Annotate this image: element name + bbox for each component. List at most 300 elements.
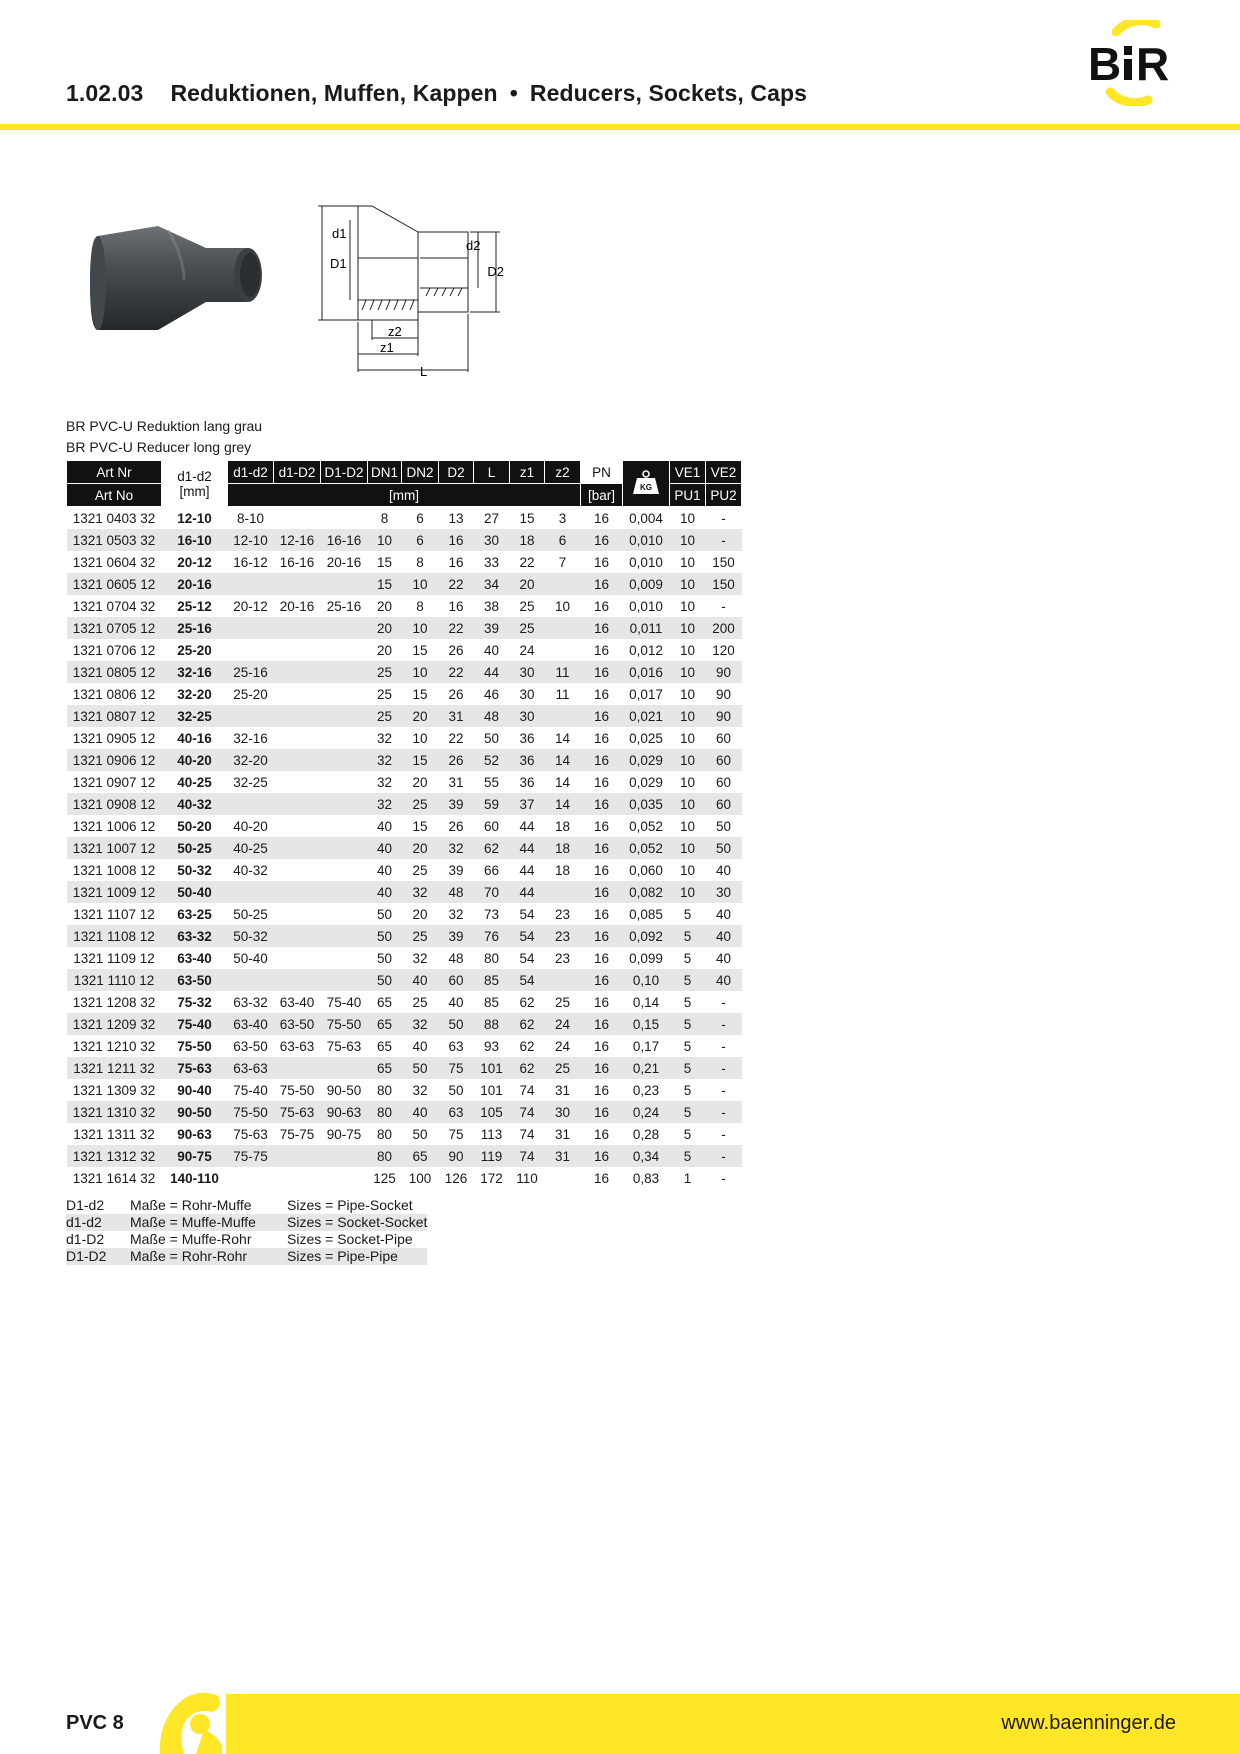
cell-dn2: 15 [412, 642, 428, 658]
cell-nominal-size: 75-40 [162, 1013, 228, 1035]
cell-dn2: 10 [402, 617, 439, 639]
cell-D1-D2 [321, 749, 368, 771]
cell-ve1: 10 [670, 881, 706, 903]
cell-z1: 25 [519, 598, 535, 614]
cell-D1-D2 [321, 507, 368, 530]
cell-pn: 16 [581, 1057, 623, 1079]
cell-d1-d2: 32-25 [233, 774, 268, 790]
cell-L: 172 [480, 1170, 503, 1186]
cell-ve1: 10 [670, 749, 706, 771]
cell-d1-D2 [274, 1057, 321, 1079]
cell-z2: 31 [554, 1126, 571, 1142]
cell-ve2: 90 [706, 661, 742, 683]
cell-dn2: 8 [416, 554, 424, 570]
svg-text:d2: d2 [466, 238, 481, 253]
cell-ve2: 60 [706, 793, 742, 815]
cell-L: 119 [474, 1145, 510, 1167]
cell-dn2: 50 [402, 1057, 439, 1079]
cell-pn: 16 [581, 1145, 623, 1167]
cell-art-nr: 1321 1210 32 [72, 1038, 156, 1054]
cell-L: 62 [474, 837, 510, 859]
cell-ve2: - [721, 510, 726, 526]
cell-d1-d2 [228, 969, 274, 991]
cell-d1-d2: 63-40 [228, 1013, 274, 1035]
header-ve2: VE2 [706, 461, 742, 484]
cell-art-nr: 1321 1107 12 [73, 906, 155, 922]
cell-z1: 54 [519, 906, 535, 922]
cell-pn: 16 [581, 749, 623, 771]
cell-art-nr: 1321 1309 32 [72, 1082, 156, 1098]
cell-d1-D2 [274, 573, 321, 595]
cell-dn2: 20 [402, 705, 439, 727]
cell-weight: 0,035 [623, 793, 670, 815]
cell-art-nr: 1321 0905 12 [72, 730, 156, 746]
cell-d1-d2: 50-40 [233, 950, 268, 966]
cell-pn: 16 [581, 705, 623, 727]
cell-d1-D2 [274, 947, 321, 969]
cell-L: 44 [474, 661, 510, 683]
cell-pn: 16 [593, 1038, 610, 1054]
cell-z2: 25 [545, 1057, 581, 1079]
cell-d1-D2 [274, 881, 321, 903]
cell-d1-D2: 75-75 [279, 1126, 315, 1142]
cell-z2 [545, 617, 581, 639]
cell-d1-D2 [274, 727, 321, 749]
cell-weight: 0,060 [629, 862, 663, 878]
cell-weight: 0,052 [623, 837, 670, 859]
cell-ve2: 200 [706, 617, 742, 639]
svg-text:B: B [1088, 38, 1122, 90]
cell-d1-D2 [274, 1145, 321, 1167]
cell-D1-D2: 25-16 [326, 598, 362, 614]
cell-ve1: 10 [679, 730, 696, 746]
cell-z2 [545, 969, 581, 991]
cell-weight: 0,016 [623, 661, 670, 683]
table-row [67, 771, 742, 793]
br-logo [1086, 20, 1178, 106]
svg-text:d1: d1 [332, 226, 347, 241]
cell-D1-D2 [321, 683, 368, 705]
svg-text:z1: z1 [380, 340, 394, 355]
cell-ve1: 10 [670, 617, 706, 639]
cell-art-nr: 1321 0705 12 [67, 617, 162, 639]
cell-dn2: 8 [416, 598, 424, 614]
table-row [67, 595, 742, 617]
cell-dn1: 80 [376, 1082, 393, 1098]
svg-text:D2: D2 [487, 264, 504, 279]
cell-z1: 74 [510, 1101, 545, 1123]
cell-D2: 32 [448, 906, 464, 922]
cell-d1-D2 [274, 639, 321, 661]
cell-nominal-size: 63-25 [177, 906, 212, 922]
cell-weight: 0,025 [629, 730, 663, 746]
legend-code: D1-d2 [66, 1197, 105, 1213]
cell-ve1: 10 [670, 529, 706, 551]
cell-z2: 10 [554, 598, 571, 614]
cell-z1: 25 [510, 617, 545, 639]
cell-z1: 44 [510, 837, 545, 859]
cell-z1: 36 [519, 730, 535, 746]
cell-L: 70 [474, 881, 510, 903]
product-name-english: BR PVC-U Reducer long grey [66, 439, 252, 455]
cell-D1-D2: 90-75 [326, 1126, 362, 1142]
cell-z2: 14 [545, 749, 581, 771]
header-mm-bold: [mm] [179, 483, 210, 499]
cell-pn: 16 [593, 730, 610, 746]
cell-D2: 26 [448, 818, 464, 834]
cell-D2: 39 [439, 793, 474, 815]
cell-d1-d2: 63-50 [233, 1038, 268, 1054]
cell-L: 85 [483, 994, 500, 1010]
cell-ve2: 150 [706, 573, 742, 595]
cell-nominal-size: 32-20 [177, 686, 212, 702]
cell-dn2: 25 [402, 793, 439, 815]
cell-pn: 16 [593, 598, 610, 614]
legend-item [66, 1214, 427, 1231]
cell-ve1: 10 [679, 818, 696, 834]
cell-z2: 6 [545, 529, 581, 551]
table-row [67, 617, 742, 639]
header-art-no: Art No [67, 484, 162, 507]
cell-d1-D2 [274, 683, 321, 705]
cell-art-nr: 1321 0706 12 [72, 642, 156, 658]
legend-en: Sizes = Pipe-Pipe [287, 1248, 427, 1265]
cell-art-nr: 1321 0503 32 [67, 529, 162, 551]
cell-art-nr: 1321 1110 12 [67, 969, 162, 991]
cell-d1-D2: 12-16 [274, 529, 321, 551]
cell-art-nr: 1321 1310 32 [67, 1101, 162, 1123]
header-mm: [mm] [228, 484, 581, 507]
table-row [67, 859, 742, 881]
cell-dn2: 25 [412, 994, 428, 1010]
cell-z1: 30 [510, 661, 545, 683]
cell-d1-D2 [274, 617, 321, 639]
cell-L: 39 [474, 617, 510, 639]
cell-D1-D2 [321, 947, 368, 969]
cell-D2: 75 [448, 1126, 464, 1142]
cell-dn1: 40 [376, 818, 393, 834]
cell-d1-d2 [228, 1167, 274, 1189]
table-row [67, 551, 742, 573]
cell-weight: 0,052 [629, 818, 663, 834]
cell-D1-D2: 20-16 [326, 554, 362, 570]
table-row [67, 573, 742, 595]
cell-art-nr: 1321 1311 32 [73, 1126, 155, 1142]
header-col-z1: z1 [510, 461, 545, 484]
page-title [66, 80, 807, 107]
cell-nominal-size: 40-25 [177, 774, 212, 790]
cell-nominal-size: 90-75 [162, 1145, 228, 1167]
cell-z1: 37 [510, 793, 545, 815]
cell-ve2: 40 [706, 969, 742, 991]
cell-L: 93 [483, 1038, 500, 1054]
legend-en: Sizes = Socket-Pipe [287, 1231, 413, 1247]
cell-ve2: 90 [715, 686, 732, 702]
cell-dn2: 20 [402, 837, 439, 859]
cell-nominal-size: 20-16 [162, 573, 228, 595]
cell-nominal-size: 50-40 [162, 881, 228, 903]
header-weight [623, 461, 670, 507]
cell-nominal-size: 32-16 [162, 661, 228, 683]
cell-weight: 0,082 [623, 881, 670, 903]
cell-nominal-size: 32-25 [162, 705, 228, 727]
cell-L: 40 [483, 642, 500, 658]
cell-z1: 44 [519, 862, 535, 878]
product-table [66, 460, 742, 1189]
cell-ve2: - [706, 1057, 742, 1079]
cell-d1-d2: 8-10 [236, 510, 265, 526]
cell-dn1: 40 [368, 881, 402, 903]
cell-nominal-size: 90-63 [177, 1126, 212, 1142]
cell-d1-d2: 25-16 [228, 661, 274, 683]
cell-ve2: - [721, 1126, 726, 1142]
cell-weight: 0,17 [632, 1038, 660, 1054]
cell-D2: 50 [448, 1082, 464, 1098]
cell-ve1: 1 [683, 1170, 692, 1186]
cell-d1-d2: 40-25 [228, 837, 274, 859]
cell-nominal-size: 140-110 [170, 1170, 219, 1186]
cell-D1-D2 [321, 969, 368, 991]
table-row [67, 1013, 742, 1035]
cell-art-nr: 1321 1209 32 [67, 1013, 162, 1035]
cell-z2: 31 [554, 1082, 571, 1098]
cell-z1: 74 [510, 1145, 545, 1167]
cell-D1-D2: 16-16 [321, 529, 368, 551]
cell-weight: 0,085 [629, 906, 663, 922]
cell-pn: 16 [593, 950, 610, 966]
cell-weight: 0,017 [629, 686, 663, 702]
table-row [67, 925, 742, 947]
table-row [67, 727, 742, 749]
legend [66, 1197, 427, 1265]
cell-ve1: 5 [683, 906, 692, 922]
cell-dn1: 65 [376, 994, 393, 1010]
cell-ve2: 150 [712, 554, 735, 570]
cell-dn1: 50 [376, 950, 393, 966]
legend-code: D1-D2 [66, 1248, 130, 1265]
cell-D2: 48 [448, 950, 464, 966]
cell-ve1: 10 [670, 705, 706, 727]
cell-D2: 50 [439, 1013, 474, 1035]
cell-z2: 24 [545, 1013, 581, 1035]
svg-text:L: L [420, 364, 428, 379]
cell-pn: 16 [581, 969, 623, 991]
cell-z2: 14 [554, 774, 571, 790]
cell-pn: 16 [593, 510, 610, 526]
table-row [67, 1167, 742, 1189]
cell-d1-d2: 75-75 [228, 1145, 274, 1167]
cell-D2: 60 [439, 969, 474, 991]
cell-dn1: 15 [368, 573, 402, 595]
cell-L: 55 [483, 774, 500, 790]
cell-dn1: 80 [376, 1126, 393, 1142]
cell-D2: 16 [448, 554, 464, 570]
cell-d1-D2: 75-50 [279, 1082, 315, 1098]
cell-dn1: 50 [368, 925, 402, 947]
cell-z1: 20 [510, 573, 545, 595]
cell-L: 30 [474, 529, 510, 551]
legend-item [66, 1248, 427, 1265]
cell-dn2: 32 [402, 881, 439, 903]
cell-z1: 54 [510, 969, 545, 991]
cell-D2: 22 [439, 661, 474, 683]
cell-ve2: 40 [715, 906, 732, 922]
cell-dn1: 32 [376, 774, 393, 790]
header-pu2: PU2 [706, 484, 742, 507]
header-bar: [bar] [581, 484, 623, 507]
title-english: Reducers, Sockets, Caps [529, 80, 808, 106]
cell-dn1: 80 [368, 1145, 402, 1167]
cell-d1-d2: 40-32 [233, 862, 268, 878]
cell-art-nr: 1321 0605 12 [67, 573, 162, 595]
cell-L: 48 [474, 705, 510, 727]
cell-dn1: 20 [368, 617, 402, 639]
cell-weight: 0,15 [623, 1013, 670, 1035]
cell-ve2: 40 [715, 862, 732, 878]
cell-D1-D2 [321, 925, 368, 947]
cell-ve1: 5 [683, 1038, 692, 1054]
table-row [67, 639, 742, 661]
header-col-d1-D2: d1-D2 [274, 461, 321, 484]
cell-z2: 3 [558, 510, 567, 526]
cell-L: 85 [474, 969, 510, 991]
header-col-D2: D2 [439, 461, 474, 484]
cell-L: 66 [483, 862, 500, 878]
cell-ve2: 60 [715, 730, 732, 746]
cell-ve1: 5 [683, 1082, 692, 1098]
table-row [67, 947, 742, 969]
weight-icon [631, 469, 661, 495]
cell-art-nr: 1321 1008 12 [72, 862, 156, 878]
cell-dn1: 20 [376, 598, 393, 614]
cell-D1-D2 [321, 639, 368, 661]
cell-weight: 0,011 [623, 617, 670, 639]
header-rule [0, 124, 1240, 130]
cell-D2: 22 [439, 573, 474, 595]
cell-L: 101 [480, 1082, 503, 1098]
cell-dn1: 20 [376, 642, 393, 658]
cell-art-nr: 1321 1108 12 [67, 925, 162, 947]
cell-ve1: 10 [670, 837, 706, 859]
cell-L: 60 [483, 818, 500, 834]
cell-z1: 36 [510, 749, 545, 771]
cell-nominal-size: 50-25 [162, 837, 228, 859]
cell-D2: 22 [448, 730, 464, 746]
cell-pn: 16 [593, 686, 610, 702]
cell-d1-d2: 63-63 [228, 1057, 274, 1079]
cell-weight: 0,21 [623, 1057, 670, 1079]
cell-d1-D2 [274, 969, 321, 991]
cell-dn2: 32 [402, 1013, 439, 1035]
cell-ve1: 5 [683, 1126, 692, 1142]
table-row [67, 881, 742, 903]
cell-weight: 0,010 [629, 554, 663, 570]
legend-en: Sizes = Socket-Socket [287, 1214, 428, 1230]
cell-D1-D2 [321, 881, 368, 903]
cell-d1-d2 [228, 881, 274, 903]
cell-z1: 62 [510, 1013, 545, 1035]
cell-D1-D2 [321, 1057, 368, 1079]
cell-dn1: 50 [376, 906, 393, 922]
table-row [67, 529, 742, 551]
svg-text:KG: KG [640, 483, 652, 492]
cell-D1-D2 [321, 837, 368, 859]
cell-d1-D2 [274, 1167, 321, 1189]
cell-D1-D2 [321, 617, 368, 639]
cell-z1: 62 [510, 1057, 545, 1079]
cell-d1-D2 [274, 705, 321, 727]
cell-z1: 62 [519, 1038, 535, 1054]
cell-weight: 0,14 [632, 994, 660, 1010]
cell-pn: 16 [581, 837, 623, 859]
cell-nominal-size: 50-32 [177, 862, 212, 878]
cell-pn: 16 [581, 661, 623, 683]
cell-D2: 32 [439, 837, 474, 859]
header-pn: PN [581, 461, 623, 484]
cell-d1-D2 [274, 749, 321, 771]
cell-dn2: 25 [412, 862, 428, 878]
cell-z2: 14 [545, 793, 581, 815]
cell-ve1: 5 [670, 1145, 706, 1167]
cell-d1-D2 [274, 771, 321, 793]
cell-d1-D2: 20-16 [279, 598, 315, 614]
website-url: www.baenninger.de [1001, 1712, 1176, 1734]
header-ve1: VE1 [670, 461, 706, 484]
cell-dn1: 8 [380, 510, 389, 526]
cell-weight: 0,010 [623, 529, 670, 551]
cell-art-nr: 1321 0806 12 [72, 686, 156, 702]
cell-z2: 23 [554, 950, 571, 966]
cell-z2: 18 [554, 818, 571, 834]
cell-ve2: - [706, 529, 742, 551]
cell-z2: 23 [554, 906, 571, 922]
table-row [67, 705, 742, 727]
cell-nominal-size: 90-40 [177, 1082, 212, 1098]
cell-weight: 0,099 [629, 950, 663, 966]
cell-D1-D2 [321, 1145, 368, 1167]
legend-code: d1-d2 [66, 1214, 130, 1231]
cell-dn1: 32 [368, 793, 402, 815]
cell-art-nr: 1321 0704 32 [72, 598, 156, 614]
cell-D1-D2: 90-63 [321, 1101, 368, 1123]
cell-z2: 18 [545, 837, 581, 859]
cell-d1-d2: 40-20 [233, 818, 268, 834]
cell-nominal-size: 12-10 [177, 510, 212, 526]
cell-z2: 30 [545, 1101, 581, 1123]
header-col-d1-d2: d1-d2 [228, 461, 274, 484]
table-body [67, 507, 742, 1190]
cell-L: 88 [474, 1013, 510, 1035]
header-col-z2: z2 [545, 461, 581, 484]
cell-ve1: 10 [679, 686, 696, 702]
header-pu1: PU1 [670, 484, 706, 507]
cell-dn1: 65 [368, 1013, 402, 1035]
cell-nominal-size: 40-20 [162, 749, 228, 771]
cell-nominal-size: 75-32 [177, 994, 212, 1010]
svg-text:z2: z2 [388, 324, 402, 339]
cell-z1: 62 [519, 994, 535, 1010]
cell-D1-D2 [321, 705, 368, 727]
cell-D1-D2 [321, 727, 368, 749]
cell-d1-D2 [274, 859, 321, 881]
table-row [67, 749, 742, 771]
cell-dn2: 10 [412, 730, 428, 746]
cell-weight: 0,24 [623, 1101, 670, 1123]
cell-d1-D2: 63-50 [274, 1013, 321, 1035]
cell-ve2: - [721, 1038, 726, 1054]
cell-pn: 16 [593, 818, 610, 834]
cell-weight: 0,23 [632, 1082, 660, 1098]
